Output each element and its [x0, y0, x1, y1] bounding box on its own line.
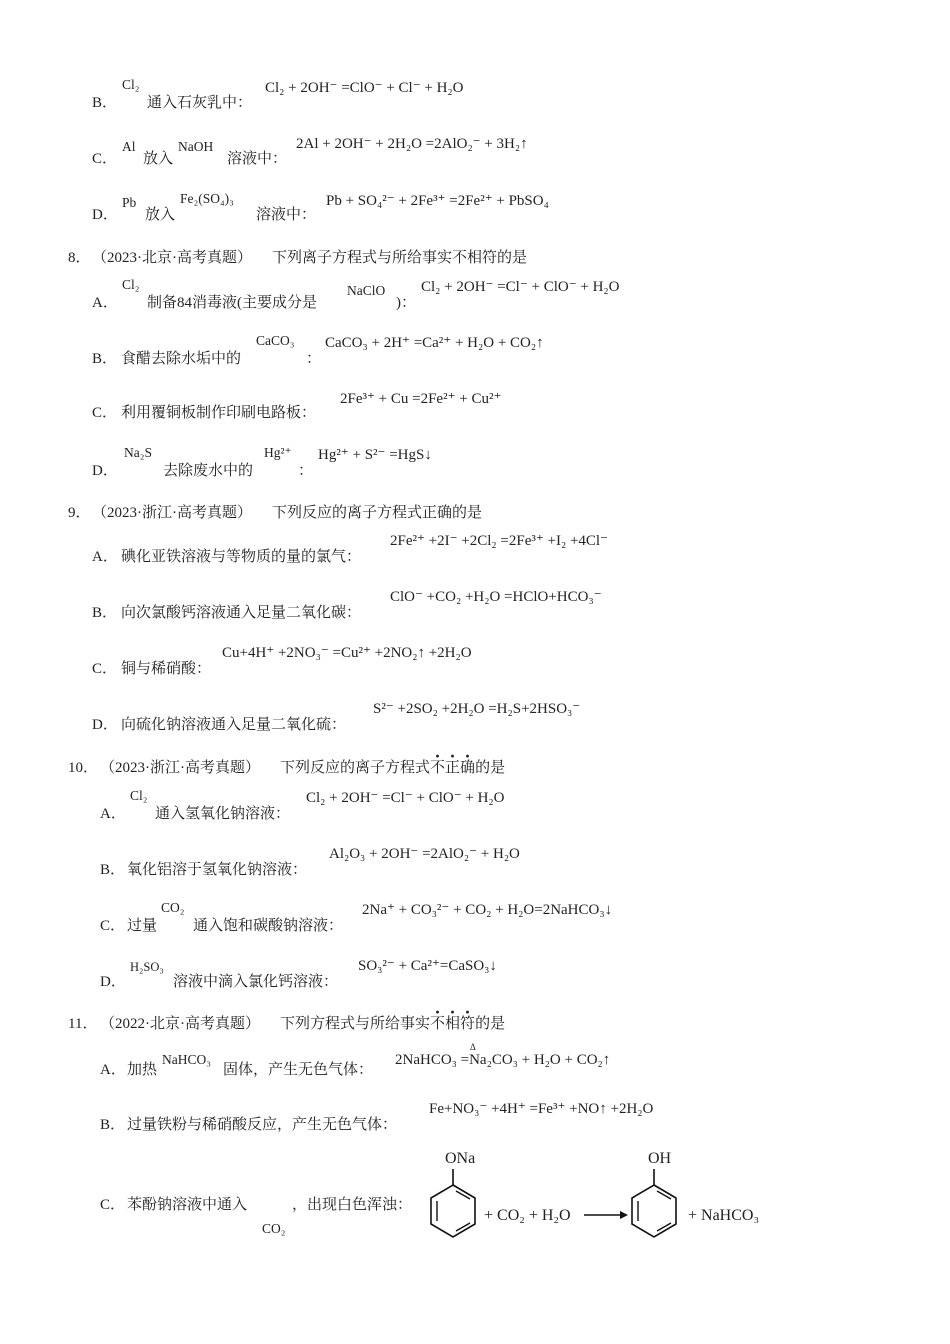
emphasized-text: 不正确 — [430, 760, 476, 776]
q10-option-d — [0, 954, 950, 994]
equation: Cl₂ + 2OH⁻ =Cl⁻ + ClO⁻ + H₂O — [306, 790, 505, 806]
equation: 2Fe³⁺ + Cu =2Fe²⁺ + Cu²⁺ — [340, 391, 502, 407]
option-text: 向硫化钠溶液通入足量二氧化硫： — [121, 717, 347, 733]
option-text: 食醋去除水垢中的 — [121, 351, 242, 367]
equation: Al₂O₃ + 2OH⁻ =2AlO₂⁻ + H₂O — [329, 846, 520, 862]
formula: NaClO — [347, 283, 386, 298]
q9-option-a — [0, 530, 950, 570]
question-stem: 下列反应的离子方程式正确的是 — [272, 505, 483, 521]
option-text: 氧化铝溶于氢氧化钠溶液： — [127, 862, 308, 878]
option-text: 碘化亚铁溶液与等物质的量的氯气： — [121, 549, 362, 565]
option-letter: B． — [100, 862, 126, 878]
formula: CO₂ — [262, 1221, 286, 1236]
reaction-plus-2: + NaHCO₃ — [688, 1207, 760, 1224]
question-number: 10． — [68, 760, 99, 776]
option-letter: C． — [100, 918, 126, 934]
option-text: 溶液中： — [227, 151, 288, 167]
arrow-icon — [584, 1209, 628, 1221]
oh-label: OH — [648, 1150, 672, 1167]
option-text: 溶液中滴入氯化钙溶液： — [173, 974, 339, 990]
option-text: 过量 — [127, 918, 158, 934]
question-stem: 下列反应的离子方程式不正确的是 — [280, 760, 506, 776]
q8-option-a — [0, 275, 950, 315]
prev-option-c — [0, 131, 950, 171]
option-text: 制备84消毒液(主要成分是 — [147, 295, 317, 311]
formula: CaCO₃ — [256, 333, 295, 348]
phenol-structure — [626, 1169, 686, 1249]
option-letter: A． — [100, 1062, 126, 1078]
formula: NaOH — [178, 139, 214, 154]
prev-option-d — [0, 187, 950, 227]
question-source: （2023·北京·高考真题） — [92, 250, 252, 266]
option-letter: D． — [92, 463, 118, 479]
equation: Cl₂ + 2OH⁻ =Cl⁻ + ClO⁻ + H₂O — [421, 279, 620, 295]
option-text: ，出现白色浑浊： — [292, 1197, 413, 1213]
option-text: 向次氯酸钙溶液通入足量二氧化碳： — [121, 605, 362, 621]
option-text: 放入 — [145, 207, 176, 223]
option-text: 铜与稀硝酸： — [121, 661, 212, 677]
option-letter: A． — [92, 549, 118, 565]
q9-option-d — [0, 698, 950, 738]
option-letter: C． — [92, 405, 118, 421]
question-source: （2023·浙江·高考真题） — [92, 505, 252, 521]
option-text: 去除废水中的 — [163, 463, 254, 479]
q9-option-c — [0, 642, 950, 682]
option-letter: D． — [92, 207, 118, 223]
option-text: 利用覆铜板制作印刷电路板： — [121, 405, 317, 421]
equation: Cu+4H⁺ +2NO₃⁻ =Cu²⁺ +2NO₂↑ +2H₂O — [222, 645, 472, 661]
emphasized-text: 不相符 — [430, 1016, 476, 1032]
formula: Fe₂(SO₄)₃ — [180, 191, 234, 206]
prev-option-b — [0, 75, 950, 115]
q10-option-b — [0, 842, 950, 882]
option-text: 放入 — [143, 151, 174, 167]
equation: 2Al + 2OH⁻ + 2H₂O =2AlO₂⁻ + 3H₂↑ — [296, 136, 528, 152]
option-letter: B． — [92, 95, 118, 111]
equation: Cl₂ + 2OH⁻ =ClO⁻ + Cl⁻ + H₂O — [265, 80, 464, 96]
q10-option-a — [0, 786, 950, 826]
ona-label: ONa — [445, 1150, 476, 1167]
equation: SO₃²⁻ + Ca²⁺=CaSO₃↓ — [358, 958, 497, 974]
q9-option-b — [0, 586, 950, 626]
formula: Hg²⁺ — [264, 445, 292, 460]
formula: CO₂ — [161, 900, 185, 915]
sodium-phenoxide-structure — [425, 1169, 485, 1249]
question-source: （2022·北京·高考真题） — [100, 1016, 260, 1032]
option-letter: D． — [92, 717, 118, 733]
q11-option-a — [0, 1042, 950, 1082]
option-letter: B． — [100, 1117, 126, 1133]
option-text: ： — [306, 351, 322, 367]
formula: Cl₂ — [130, 788, 148, 803]
option-text: 通入饱和碳酸钠溶液： — [193, 918, 344, 934]
option-text: 溶液中： — [256, 207, 317, 223]
q11-option-c — [0, 1145, 950, 1255]
q10-option-c — [0, 898, 950, 938]
formula: Pb — [122, 195, 137, 210]
formula: Al — [122, 139, 136, 154]
formula: Cl₂ — [122, 277, 140, 292]
equation: Pb + SO₄²⁻ + 2Fe³⁺ =2Fe²⁺ + PbSO₄ — [326, 193, 549, 209]
option-letter: C． — [100, 1197, 126, 1213]
equation: Fe+NO₃⁻ +4H⁺ =Fe³⁺ +NO↑ +2H₂O — [429, 1101, 654, 1117]
option-text: 通入氢氧化钠溶液： — [155, 806, 291, 822]
equation: 2Na⁺ + CO₃²⁻ + CO₂ + H₂O=2NaHCO₃↓ — [362, 902, 613, 918]
q8-option-d — [0, 443, 950, 483]
equation: S²⁻ +2SO₂ +2H₂O =H₂S+2HSO₃⁻ — [373, 701, 581, 717]
equation: 2Fe²⁺ +2I⁻ +2Cl₂ =2Fe³⁺ +I₂ +4Cl⁻ — [390, 533, 609, 549]
option-text: 过量铁粉与稀硝酸反应，产生无色气体： — [127, 1117, 398, 1133]
reaction-plus-1: + CO₂ + H₂O — [484, 1207, 571, 1224]
formula: NaHCO₃ — [162, 1052, 211, 1067]
equation: Hg²⁺ + S²⁻ =HgS↓ — [318, 447, 432, 463]
question-number: 9． — [68, 505, 91, 521]
equation: 2NaHCO₃ =Na₂CO₃ + H₂O + CO₂↑ — [395, 1052, 611, 1068]
option-text: )： — [396, 295, 416, 311]
q8-option-c — [0, 387, 950, 427]
formula: H₂SO₃ — [130, 960, 164, 974]
delta-sign: Δ — [470, 1042, 476, 1052]
question-stem: 下列方程式与所给事实不相符的是 — [280, 1016, 506, 1032]
q8-option-b — [0, 331, 950, 371]
question-number: 8． — [68, 250, 91, 266]
question-source: （2023·浙江·高考真题） — [100, 760, 260, 776]
question-number: 11． — [68, 1016, 98, 1032]
option-letter: A． — [92, 295, 118, 311]
option-text: 苯酚钠溶液中通入 — [127, 1197, 248, 1213]
formula: Na₂S — [124, 445, 152, 460]
equation: CaCO₃ + 2H⁺ =Ca²⁺ + H₂O + CO₂↑ — [325, 335, 544, 351]
option-text: 固体，产生无色气体： — [223, 1062, 374, 1078]
option-letter: D． — [100, 974, 126, 990]
formula: Cl₂ — [122, 77, 140, 92]
option-letter: A． — [100, 806, 126, 822]
question-stem: 下列离子方程式与所给事实不相符的是 — [272, 250, 528, 266]
option-text: 通入石灰乳中： — [147, 95, 253, 111]
option-letter: B． — [92, 351, 118, 367]
option-text: ： — [298, 463, 314, 479]
q11-option-b — [0, 1098, 950, 1138]
option-letter: C． — [92, 151, 118, 167]
option-letter: C． — [92, 661, 118, 677]
option-letter: B． — [92, 605, 118, 621]
option-text: 加热 — [127, 1062, 158, 1078]
equation: ClO⁻ +CO₂ +H₂O =HClO+HCO₃⁻ — [390, 589, 602, 605]
